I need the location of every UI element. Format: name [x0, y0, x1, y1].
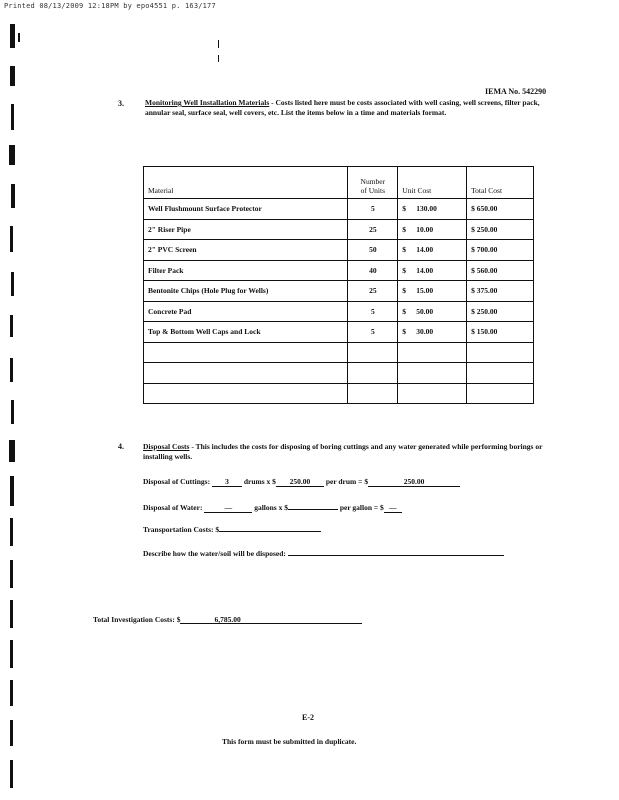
table-row: Top & Bottom Well Caps and Lock 5 $ 30.00 $ 150.00	[144, 322, 534, 343]
table-row-empty	[144, 342, 534, 363]
table-row-empty	[144, 363, 534, 384]
header-total-cost: Total Cost	[467, 167, 534, 199]
table-row: Concrete Pad 5 $ 50.00 $ 250.00	[144, 301, 534, 322]
table-row: Well Flushmount Surface Protector 5 $ 130.00 $ 650.00	[144, 199, 534, 220]
section-3-number: 3.	[118, 99, 124, 108]
water-per-gallon-field[interactable]	[288, 500, 338, 510]
total-investigation-field[interactable]: 6,785.00	[180, 615, 362, 624]
section-4-paragraph	[143, 442, 555, 462]
section-3-paragraph	[145, 98, 555, 118]
cuttings-drums-field[interactable]: 3	[212, 477, 242, 487]
table-row: 2" PVC Screen 50 $ 14.00 $ 700.00	[144, 240, 534, 261]
table-row: Filter Pack 40 $ 14.00 $ 560.00	[144, 260, 534, 281]
materials-table	[143, 166, 534, 404]
total-investigation-line: Total Investigation Costs: $ 6,785.00	[93, 615, 362, 624]
disposal-cuttings-line: Disposal of Cuttings: 3 drums x $ 250.00 per drum = $ 250.00	[143, 477, 460, 487]
table-row-empty	[144, 383, 534, 404]
water-gallons-field[interactable]: —	[204, 503, 252, 513]
section-4-number: 4.	[118, 442, 124, 451]
iema-number: IEMA No. 542290	[485, 87, 547, 96]
transportation-cost-field[interactable]	[219, 522, 321, 532]
section-4-text: - This includes the costs for disposing of boring cuttings and any water generated while performing borings or installing wells.	[143, 442, 543, 461]
header-unit-cost: Unit Cost	[398, 167, 467, 199]
describe-disposal-line: Describe how the water/soil will be disposed:	[143, 546, 504, 558]
table-row: 2" Riser Pipe 25 $ 10.00 $ 250.00	[144, 219, 534, 240]
header-units: Number of Units	[348, 167, 398, 199]
section-3-text: - Costs listed here must be costs associated with well casing, well screens, filter pack, annular seal, surface seal, well covers, etc. List the items below in a time and materials format.	[145, 98, 540, 117]
page-number: E-2	[302, 713, 314, 722]
cuttings-per-drum-field[interactable]: 250.00	[276, 477, 324, 487]
disposal-description-field[interactable]	[288, 546, 504, 556]
table-row: Bentonite Chips (Hole Plug for Wells) 25 $ 15.00 $ 375.00	[144, 281, 534, 302]
footer-note: This form must be submitted in duplicate.	[222, 737, 357, 746]
cuttings-total-field[interactable]: 250.00	[368, 477, 460, 487]
section-3-heading: Monitoring Well Installation Materials	[145, 98, 270, 107]
header-material: Material	[144, 167, 348, 199]
fax-header: Printed 08/13/2009 12:18PM by epo4551 p. 163/177	[4, 2, 216, 10]
disposal-water-line: Disposal of Water: — gallons x $ per gallon = $ —	[143, 500, 402, 513]
table-header-row	[144, 167, 534, 199]
transportation-line: Transportation Costs: $	[143, 522, 321, 534]
section-4-heading: Disposal Costs	[143, 442, 190, 451]
water-total-field[interactable]: —	[384, 503, 402, 513]
